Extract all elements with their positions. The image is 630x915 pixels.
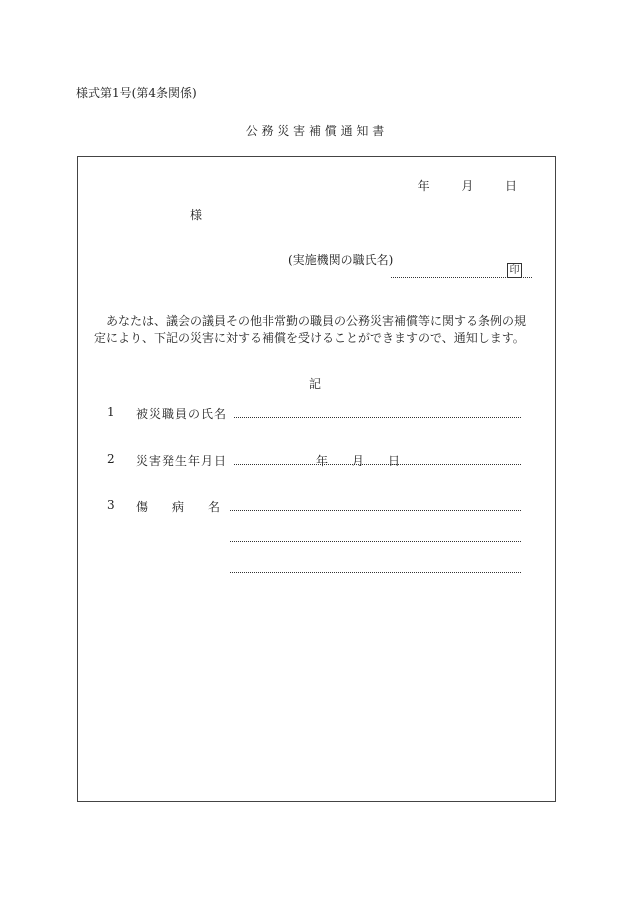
item-number: 1 — [107, 405, 115, 419]
notice-body — [94, 313, 534, 347]
form-number: 様式第1号(第4条関係) — [76, 86, 197, 100]
victim-name-line — [234, 417, 521, 418]
item-label-victim-name: 被災職員の氏名 — [136, 407, 228, 421]
addressee-suffix: 様 — [190, 208, 203, 222]
item-number: 2 — [107, 452, 115, 466]
ki-heading: 記 — [308, 377, 321, 391]
item-label-incident-date: 災害発生年月日 — [136, 454, 228, 468]
injury-line — [230, 572, 521, 573]
issuer-caption: (実施機関の職氏名) — [288, 253, 394, 267]
injury-line — [230, 510, 521, 511]
date-year-label: 年 — [417, 179, 430, 193]
notice-body-line2: 定により、下記の災害に対する補償を受けることができますので、通知します。 — [94, 331, 525, 345]
notice-body-line1: あなたは、議会の議員その他非常勤の職員の公務災害補償等に関する条例の規 — [106, 314, 527, 328]
injury-line — [230, 541, 521, 542]
incident-month-label: 月 — [352, 454, 365, 468]
item-number: 3 — [107, 498, 115, 512]
issue-date — [418, 177, 517, 194]
incident-date-line — [234, 464, 521, 465]
seal-mark: 印 — [507, 263, 522, 278]
document-title: 公 務 災 害 補 償 通 知 書 — [245, 124, 385, 138]
date-day-label: 日 — [504, 179, 517, 193]
incident-year-label: 年 — [316, 454, 329, 468]
date-month-label: 月 — [461, 179, 474, 193]
item-label-injury-illness: 傷 病 名 — [136, 500, 221, 514]
incident-day-label: 日 — [388, 454, 401, 468]
